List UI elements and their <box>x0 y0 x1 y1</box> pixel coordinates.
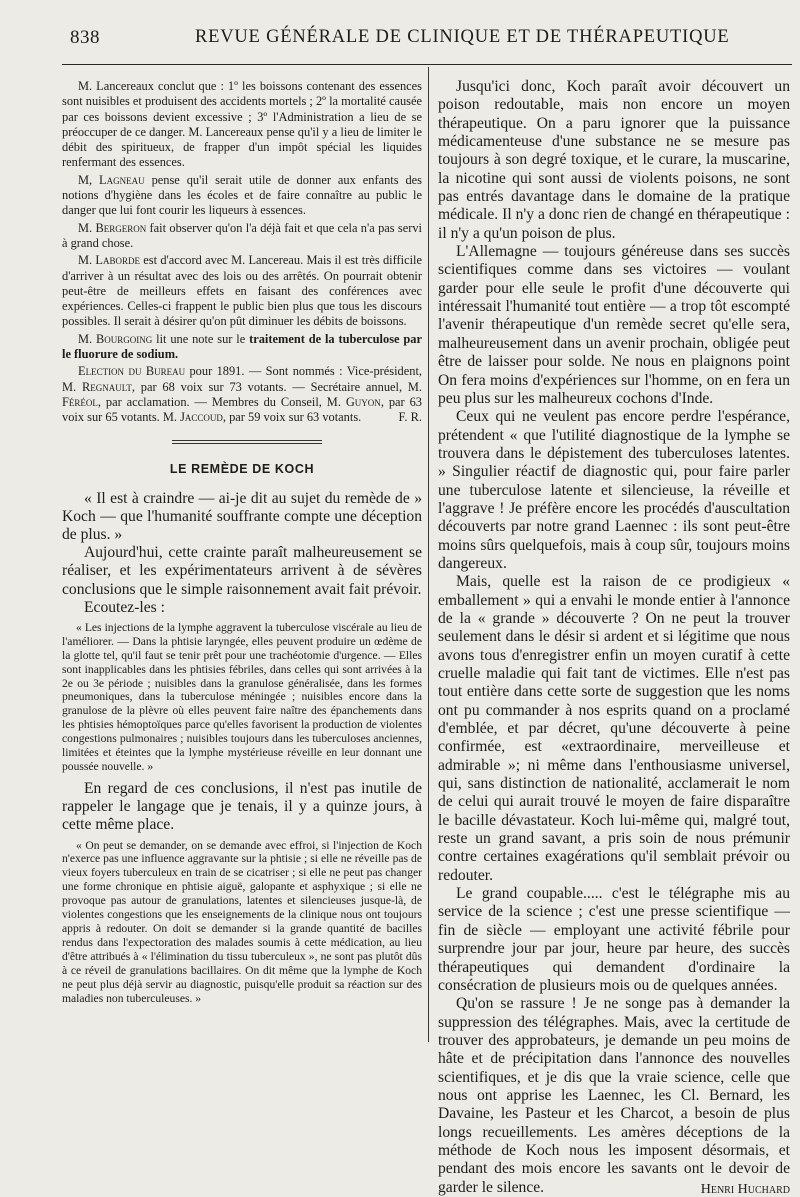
paragraph <box>62 173 422 219</box>
author-initials: F. R. <box>398 410 422 425</box>
note-title: traitement de la tuberculose par le fluorure de sodium. <box>62 331 422 362</box>
speaker-name: M. Bergeron <box>78 220 147 235</box>
left-column <box>62 79 422 1005</box>
speaker-name: M. Laborde <box>78 253 140 268</box>
header-rule <box>62 64 792 65</box>
right-column <box>438 78 790 1197</box>
paragraph-text: , par acclamation. — Membres du Conseil, M. <box>97 394 346 409</box>
paragraph: Mais, quelle est la raison de ce prodigieux « emballement » qui a envahi le monde entier à l'annonce de la « grande » découverte ? On ne peut la trouver seulement dans le désir si ardent et si légitime que nous avons tous d'enregistrer enfin un moyen curatif à cette cruelle maladie qui fait tant de victimes. Elle n'est pas tout entière dans cette sorte de suggestion que les noms ont pu commander à nos esprits quand on a proclamé d'emblée, et par décret, qu'une découverte à peine confirmée, est «extraordinaire, merveilleuse et admirable »; ni même dans l'enthousiasme universel, qui, sans distinction de nationalité, acclamerait le nom de celui qui aurait trouvé le moyen de faire disparaître le bacille dévastateur. Koch lui-même qui, malgré tout, reste un grand savant, a pris soin de nous prémunir contre certaines exagérations qu'il semblait prévoir ou redouter. <box>438 573 790 884</box>
paragraph-text: lit une note sur le <box>152 331 250 346</box>
page-header <box>70 27 790 51</box>
person-name: Guyon <box>345 394 381 409</box>
paragraph: Jusqu'ici donc, Koch paraît avoir découvert un poison redoutable, mais non encore un moyen thérapeutique. On a paru ignorer que la puissance médicamenteuse d'une substance ne se mesure pas toujours à son degré toxique, et le curare, la muscarine, la nicotine qui sont aussi de violents poisons, ne sont pas entrés davantage dans le domaine de la pratique médicale. Il n'y a donc rien de changé en thérapeutique : il n'y a qu'un poison de plus. <box>438 78 790 242</box>
paragraph: Ceux qui ne veulent pas encore perdre l'espérance, prétendent « que l'utilité diagnostique de la lymphe se trouvera dans le dépistement des tuberculoses latentes. » Singulier réactif de diagnostic qui, pour faire parler une tuberculose latente et silencieuse, la réveille et l'aggrave ! Je préfère encore les procédés d'auscultation découverts par notre grand Laennec : ils sont peut-être moins sûrs quelquefois, mais à coup sûr, toujours moins dangereux. <box>438 408 790 572</box>
paragraph: Ecoutez-les : <box>84 598 165 616</box>
paragraph-text: pour 1891. — Sont nommés : Vice-président, M. <box>62 364 422 394</box>
paragraph-text: fait observer qu'on l'a déjà fait et que cela n'a pas servi à grand chose. <box>62 220 422 250</box>
person-name: Jaccoud <box>180 410 223 425</box>
paragraph: Qu'on se rassure ! Je ne songe pas à demander la suppression des télégraphes. Mais, avec la certitude de trouver des approbateurs, je demande un peu moins de hâte et de précipitation dans l'annonce des nouvelles scientifiques, et je dis que la vraie science, celle que nous ont apprise les Laennec, les Cl. Bernard, les Davaine, les Pasteur et les Charcot, a besoin de plus longs recueillements. Les amères déceptions de la méthode de Koch nous les imposent désormais, et pendant des mois encore les savants ont le devoir de garder le silence. <box>438 995 790 1196</box>
section-divider <box>172 440 322 444</box>
page-number: 838 <box>70 27 100 48</box>
paragraph: « Il est à craindre — ai-je dit au sujet du remède de » Koch — que l'humanité souffrante compte une déception de plus. » <box>62 489 422 543</box>
paragraph: Aujourd'hui, cette crainte paraît malheureusement se réaliser, et les expérimentateurs arrivent à de sévères conclusions que le simple raisonnement avait fait prévoir. <box>62 544 422 598</box>
paragraph <box>62 332 422 363</box>
paragraph-text: , par 68 voix sur 73 votants. — Secrétaire annuel, M. <box>131 379 422 394</box>
section-title: LE REMÈDE DE KOCH <box>169 461 315 476</box>
paragraph-text: pense qu'il serait utile de donner aux enfants des notions d'hygiène dans les écoles et de faire connaître au public le danger que lui font courir les liqueurs à essences. <box>62 172 422 218</box>
paragraph <box>62 221 422 252</box>
column-divider <box>428 67 429 1042</box>
author-signature: Henri Huchard <box>700 1181 790 1197</box>
speaker-name: M, Lagneau <box>78 172 145 187</box>
paragraph: M. Lancereaux conclut que : 1º les boissons contenant des essences sont nuisibles et produisent des accidents mortels ; 2º la mortalité causée par ces boissons devient excessive ; 3º l'Administration a lieu de se préoccuper de ce danger. M. Lancereaux pense qu'il y a lieu de limiter le débit des spiritueux, de frapper d'un impôt spécial les liquides renfermant des essences. <box>62 79 422 170</box>
quotation: « On peut se demander, on se demande avec effroi, si l'injection de Koch n'exerce pas une influence aggravante sur la phtisie ; si elle ne réveille pas de vieux foyers tuberculeux en train de se cicatriser ; si elle ne peut pas changer une forme chronique en phtisie aiguë, galopante et asphyxique ; si elle ne provoque pas autour de granulations, latentes et silencieuses jusque-là, de violentes congestions que les enseignements de la clinique nous ont toujours appris à redouter. On doit se demander si la grande quantité de bacilles rendus dans l'expectoration des malades soumis à cette médication, au lieu d'être attribués à « l'élimination du tissu tuberculeux », ne sont pas plutôt dûs à ce réveil de granulations bacillaires. On dit même que la lymphe de Koch ne peut plus déjà servir au diagnostic, puisqu'elle produit sa réaction sur des maladies non tuberculeuses. » <box>62 838 422 1005</box>
paragraph <box>62 253 422 329</box>
quotation: « Les injections de la lymphe aggravent la tuberculose viscérale au lieu de l'améliorer. — Dans la phtisie laryngée, elles peuvent produire un œdème de la glotte tel, qu'il faut se tenir prêt pour une trachéotomie d'urgence. — Elles sont inapplicables dans les phtisies fébriles, dans celles qui sont arrivées à la 2e ou 3e période ; nuisibles dans la granulose généralisée, dans les formes pneumoniques, dans la tuberculose méningée ; nuisibles encore dans la granulose de la plèvre où elles peuvent faire naître des épanchements dans les phtisies hémoptoïques parce qu'elles favorisent la production de violentes congestions pulmonaires ; nuisibles toujours dans les tuberculoses anciennes, limitées et éteintes que la lymphe mystérieuse réveille en leur donnant une poussée nouvelle. » <box>62 620 422 774</box>
person-name: Féréol <box>62 394 98 409</box>
paragraph: Le grand coupable..... c'est le télégraphe mis au service de la science ; c'est une presse scientifique — fin de siècle — employant une activité fébrile pour surprendre jour par jour, heure par heure, des succès thérapeutiques qui demandent d'ordinaire la consécration de plusieurs mois ou de quelques années. <box>438 885 790 994</box>
election-heading: Election du Bureau <box>78 364 186 379</box>
paragraph: L'Allemagne — toujours généreuse dans ses succès scientifiques comme dans ses victoires — voulant garder pour elle seule le profit d'une découverte qui intéressait l'humanité tout entière — a trop tôt escompté l'avenir thérapeutique d'un remède secret qu'elle sera, malheureusement dans un avenir prochain, obligée peut être de laisser pour solde. Ne nous en plaignons point On fera moins d'expériences sur l'homme, on en fera un peu plus sur les malheureux cochons d'Inde. <box>438 243 790 407</box>
paragraph-text: est d'accord avec M. Lancereau. Mais il est très difficile d'arriver à un résultat avec des lois ou des arrêtés. On pourrait obtenir peut-être de meilleurs effets en faisant des conférences avec expériences. Celles-ci frappent le public bien plus que tous les discours possibles. Il serait à désirer qu'on pût diminuer les débits de boissons. <box>62 253 422 329</box>
paragraph-text: , par 63 voix sur 65 votants. M. <box>62 394 422 425</box>
person-name: Regnault <box>81 379 132 394</box>
paragraph: En regard de ces conclusions, il n'est pas inutile de rappeler le langage que je tenais, il y a quinze jours, à cette même place. <box>62 779 422 834</box>
speaker-name: M. Bourgoing <box>78 331 153 346</box>
paragraph-text: , par 59 voix sur 63 votants. <box>222 410 362 425</box>
paragraph <box>62 364 422 425</box>
running-title: REVUE GÉNÉRALE DE CLINIQUE ET DE THÉRAPEUTIQUE <box>195 27 730 47</box>
